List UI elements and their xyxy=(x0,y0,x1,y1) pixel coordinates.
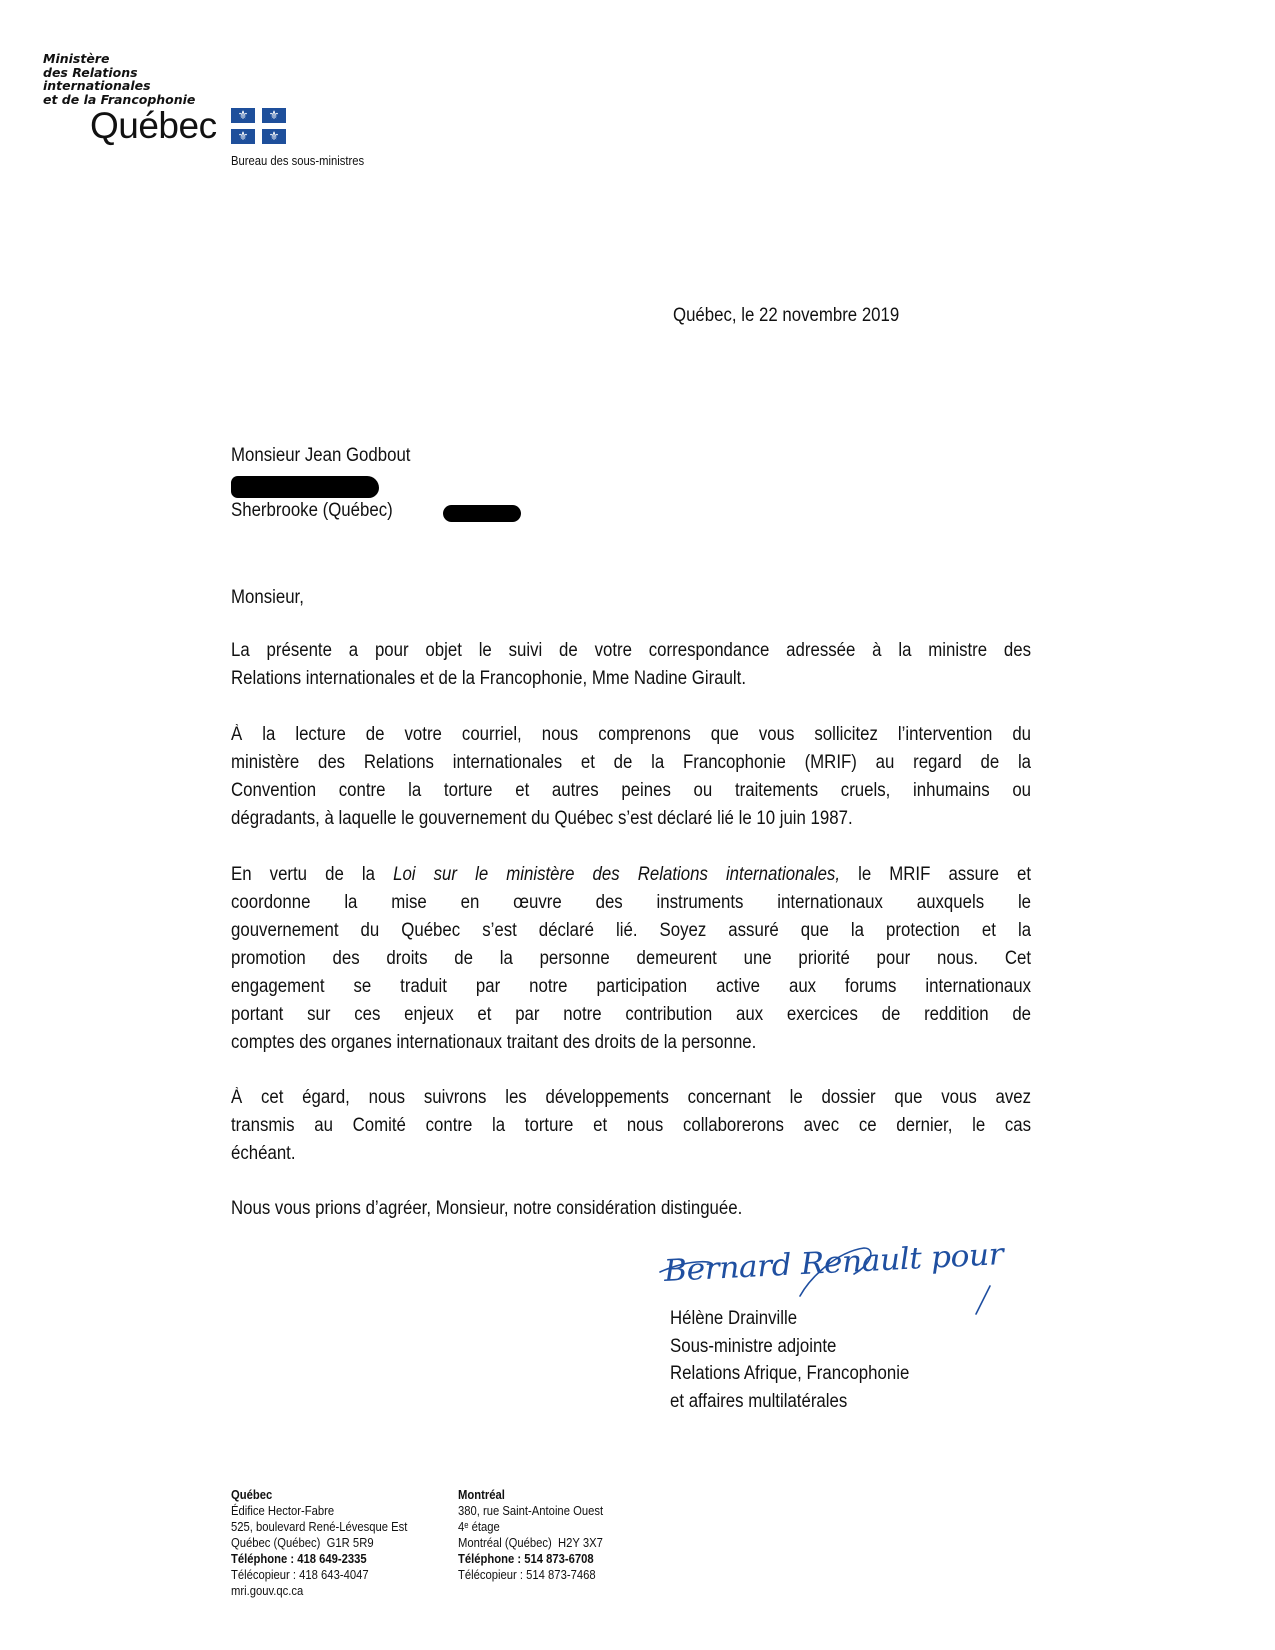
office-city: Montréal xyxy=(458,1488,505,1502)
letter-date: Québec, le 22 novembre 2019 xyxy=(673,305,900,326)
text-run: En vertu de la xyxy=(231,864,394,885)
address-line: 4ᵉ étage xyxy=(458,1520,500,1534)
text-run: le MRIF assure et xyxy=(840,864,1032,885)
handwritten-signature xyxy=(650,1238,1050,1318)
paragraph-line: promotion des droits de la personne demeurent une priorité pour nous. Cet xyxy=(231,948,1032,969)
paragraph-line: À la lecture de votre courriel, nous comprenons que vous sollicitez l’intervention du xyxy=(231,724,1032,745)
address-line: Montréal (Québec) H2Y 3X7 xyxy=(458,1536,603,1550)
redacted-address xyxy=(231,476,379,498)
address-line: Édifice Hector-Fabre xyxy=(231,1504,335,1518)
fax-number: Télécopieur : 418 643-4047 xyxy=(231,1568,369,1582)
footer-montreal-office xyxy=(458,1487,603,1583)
paragraph-line: Relations internationales et de la Francophonie, Mme Nadine Girault. xyxy=(231,668,747,689)
paragraph-line xyxy=(231,864,1031,886)
closing-line: Nous vous prions d’agréer, Monsieur, notre considération distinguée. xyxy=(231,1198,743,1219)
ministry-name xyxy=(43,52,195,106)
recipient-city: Sherbrooke (Québec) xyxy=(231,500,393,521)
fleur-de-lis-icon: ⚜ xyxy=(231,108,255,123)
ministry-line: internationales xyxy=(43,78,151,93)
address-line: 525, boulevard René-Lévesque Est xyxy=(231,1520,408,1534)
website-link[interactable]: mri.gouv.qc.ca xyxy=(231,1584,304,1598)
paragraph-line: portant sur ces enjeux et par notre contribution aux exercices de reddition de xyxy=(231,1004,1032,1025)
fleur-de-lis-icon: ⚜ xyxy=(231,129,255,144)
quebec-wordmark: Québec xyxy=(90,105,217,146)
fax-number: Télécopieur : 514 873-7468 xyxy=(458,1568,596,1582)
signatory-department: et affaires multilatérales xyxy=(670,1391,848,1412)
address-line: Québec (Québec) G1R 5R9 xyxy=(231,1536,374,1550)
ministry-line: des Relations xyxy=(43,64,138,80)
signature-text: Bernard Renault pour xyxy=(663,1237,1005,1289)
fleur-de-lis-icon: ⚜ xyxy=(262,129,286,144)
phone-number: Téléphone : 514 873-6708 xyxy=(458,1552,594,1566)
office-city: Québec xyxy=(231,1488,273,1502)
paragraph-line: coordonne la mise en œuvre des instruments internationaux auxquels le xyxy=(231,892,1032,913)
paragraph-line: gouvernement du Québec s’est déclaré lié. Soyez assuré que la protection et la xyxy=(231,920,1032,941)
ministry-line: Ministère xyxy=(43,51,110,66)
paragraph-line: comptes des organes internationaux traitant des droits de la personne. xyxy=(231,1032,757,1053)
paragraph-line: dégradants, à laquelle le gouvernement du Québec s’est déclaré lié le 10 juin 1987. xyxy=(231,808,853,829)
recipient-name: Monsieur Jean Godbout xyxy=(231,445,411,466)
fleur-de-lis-flag-icon xyxy=(231,108,286,144)
law-title: Loi sur le ministère des Relations internationales, xyxy=(393,864,841,885)
paragraph-line: échéant. xyxy=(231,1143,296,1164)
signatory-department: Relations Afrique, Francophonie xyxy=(670,1363,910,1384)
paragraph-line: engagement se traduit par notre participation active aux forums internationaux xyxy=(231,976,1032,997)
signatory-name: Hélène Drainville xyxy=(670,1308,798,1329)
ministry-line: et de la Francophonie xyxy=(43,91,196,107)
fleur-de-lis-icon: ⚜ xyxy=(262,108,286,123)
phone-number: Téléphone : 418 649-2335 xyxy=(231,1552,367,1566)
paragraph-line: Convention contre la torture et autres peines ou traitements cruels, inhumains ou xyxy=(231,780,1032,801)
address-line: 380, rue Saint-Antoine Ouest xyxy=(458,1504,604,1518)
redacted-postal-code xyxy=(443,505,521,522)
footer-quebec-office xyxy=(231,1487,407,1599)
salutation: Monsieur, xyxy=(231,587,304,608)
signatory-title: Sous-ministre adjointe xyxy=(670,1336,837,1357)
paragraph-line: transmis au Comité contre la torture et nous collaborerons avec ce dernier, le cas xyxy=(231,1115,1032,1136)
paragraph-line: À cet égard, nous suivrons les développements concernant le dossier que vous avez xyxy=(231,1087,1032,1108)
paragraph-line: La présente a pour objet le suivi de votre correspondance adressée à la ministre des xyxy=(231,640,1032,661)
paragraph-line: ministère des Relations internationales et de la Francophonie (MRIF) au regard de la xyxy=(231,752,1032,773)
office-name: Bureau des sous-ministres xyxy=(231,154,365,168)
